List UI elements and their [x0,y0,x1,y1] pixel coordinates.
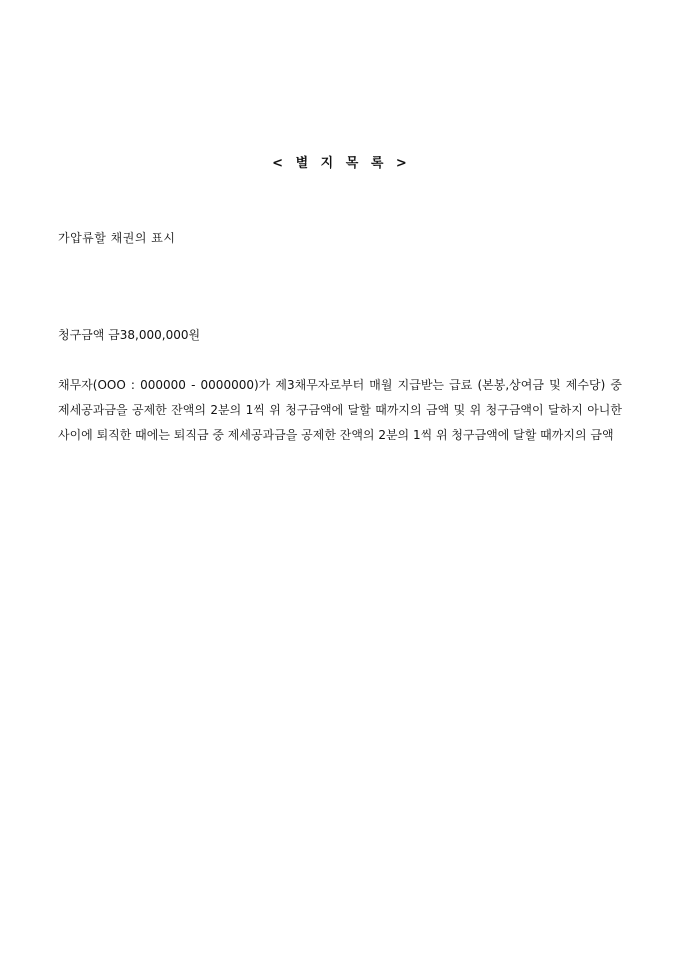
claim-description: 채무자(OOO : 000000 - 0000000)가 제3채무자로부터 매월 지급받는 급료 (본봉,상여금 및 제수당) 중 제세공과금을 공제한 잔액의 2분의 1씩 위 청구금액에 달할 때까지의 금액 및 위 청구금액이 달하지 아니한 사이에 퇴직한 때에는 퇴직금 중 제세공과금을 공제한 잔액의 2분의 1씩 위 청구금액에 달할 때까지의 금액 [58,378,622,442]
claim-amount: 청구금액 금38,000,000원 [58,328,201,342]
section-heading: 가압류할 채권의 표시 [58,231,176,245]
document-title: < 별 지 목 록 > [272,156,408,171]
